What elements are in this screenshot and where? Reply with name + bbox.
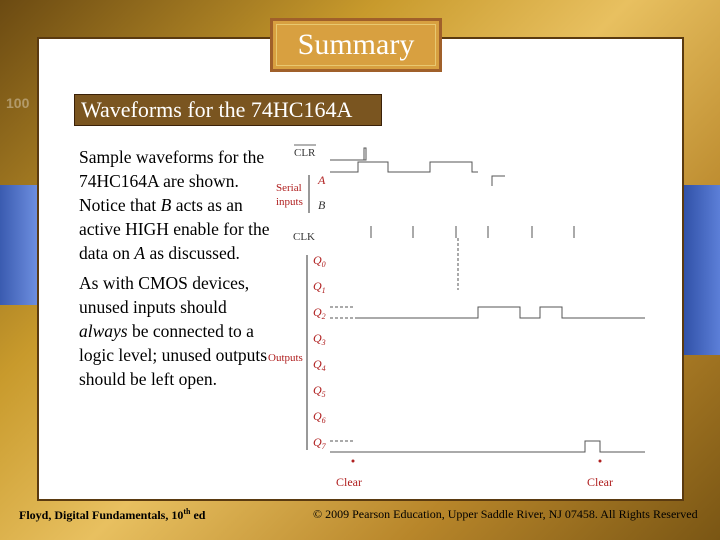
serial-label: Serial	[276, 182, 302, 194]
q7-label: $Q_7$	[313, 435, 326, 451]
footer-credit	[19, 507, 205, 523]
q3-label: $Q_3$	[313, 331, 326, 347]
q6-label: $Q_6$	[313, 409, 326, 425]
paragraph1-part2: acts as an active HIGH enable for the data on	[79, 195, 270, 263]
q7-waveform-solid	[330, 441, 645, 452]
b-waveform	[492, 176, 505, 186]
b-label: B	[318, 198, 326, 212]
clr-waveform	[330, 148, 366, 160]
clr-label: CLR	[294, 147, 316, 159]
q0-label: $Q_0$	[313, 253, 326, 269]
clear-label-2: Clear	[587, 475, 613, 489]
clear-label-1: Clear	[336, 475, 362, 489]
q5-label: $Q_5$	[313, 383, 326, 399]
q-labels	[313, 253, 327, 451]
q1-label: $Q_1$	[313, 279, 326, 295]
background-binary-text: 100	[6, 95, 30, 111]
paragraph1-part3: as discussed.	[145, 243, 240, 263]
a-waveform	[330, 162, 478, 172]
clk-label: CLK	[293, 231, 315, 243]
paragraph2-always: always	[79, 321, 128, 341]
slide-title-text: Summary	[297, 28, 415, 61]
outputs-label: Outputs	[268, 352, 303, 364]
q2-label: $Q_2$	[313, 305, 326, 321]
clk-waveform	[371, 226, 574, 238]
footer-credit-text: Floyd, Digital Fundamentals, 10	[19, 508, 184, 522]
paragraph2-part1: As with CMOS devices, unused inputs should	[79, 273, 250, 317]
a-label: A	[318, 173, 326, 187]
q2-waveform-solid	[355, 307, 645, 318]
clear-marker-2	[599, 460, 602, 463]
slide-subtitle-text: Waveforms for the 74HC164A	[81, 97, 353, 122]
footer-credit-end: ed	[190, 508, 206, 522]
footer-credit-sup: th	[183, 507, 191, 516]
footer-copyright: © 2009 Pearson Education, Upper Saddle River, NJ 07458. All Rights Reserved	[313, 507, 698, 521]
clear-marker-1	[352, 460, 355, 463]
paragraph1-part1: Sample waveforms for the 74HC164A are shown. Notice that	[79, 147, 265, 215]
paragraph1-b: B	[160, 195, 172, 215]
paragraph2-part2: be connected to a logic level; unused outputs should be left open.	[79, 321, 268, 389]
paragraph1-a: A	[134, 243, 146, 263]
inputs-label: inputs	[276, 196, 303, 208]
q4-label: $Q_4$	[313, 357, 326, 373]
